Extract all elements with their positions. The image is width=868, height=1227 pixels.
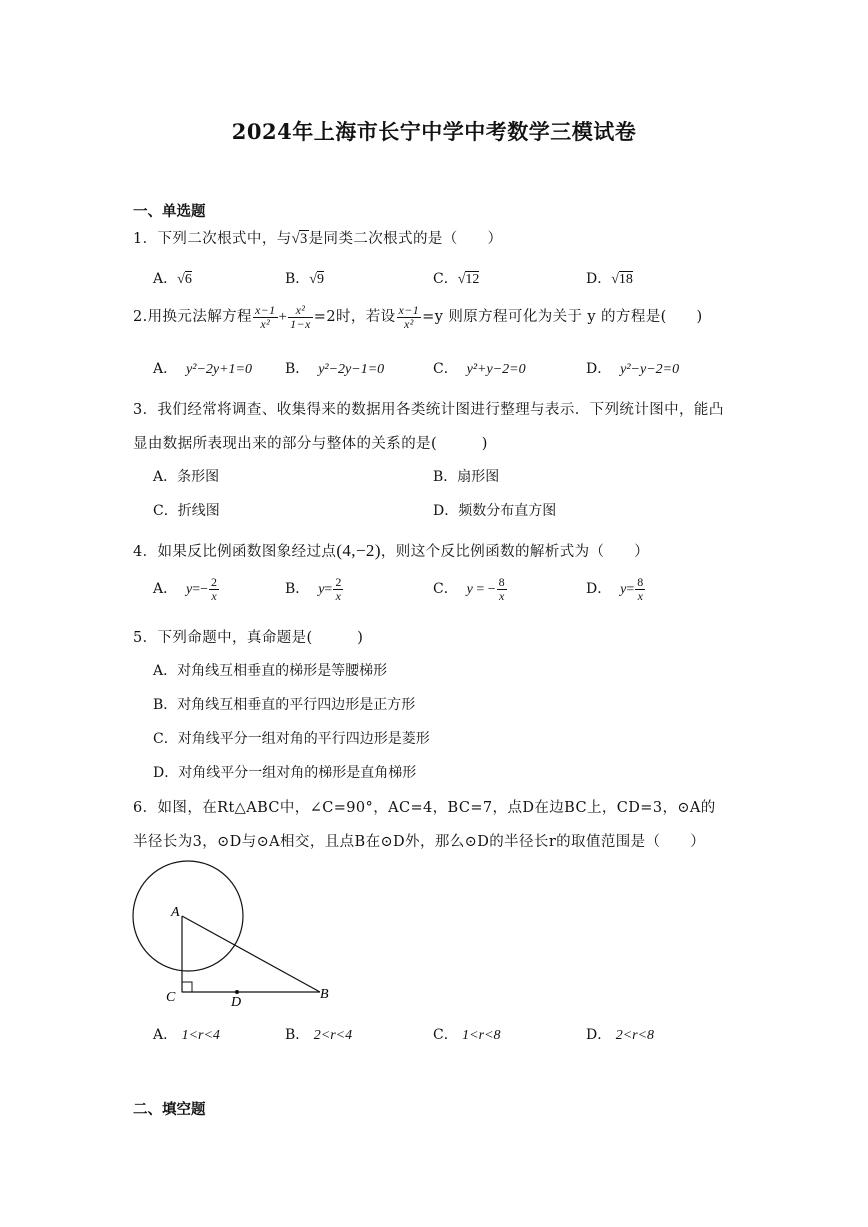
q2-option-d-value: y²−y−2=0 bbox=[620, 362, 680, 377]
right-angle-mark bbox=[182, 982, 192, 992]
q6-option-a-letter: A． bbox=[153, 1027, 178, 1043]
q6-option-d[interactable] bbox=[586, 1024, 654, 1044]
q1-option-b[interactable]: B．√9 bbox=[285, 271, 324, 287]
q4-option-d-letter: D． bbox=[586, 581, 612, 598]
q2-stem-part-b: =2时，若设 bbox=[313, 309, 396, 326]
section-heading-single-choice: 一、单选题 bbox=[133, 203, 206, 220]
q4-option-b-fraction bbox=[333, 576, 343, 602]
q2-option-c[interactable] bbox=[433, 358, 526, 378]
q6-option-b[interactable] bbox=[285, 1024, 352, 1044]
question-2-stem: 2.用换元法解方程 $\frac{x-1}{\text{x²}}$ + $\frac{\text{x²}}{1-x}$ =2时，若设 $\frac{x-1}{\text{x²}}$ =y 则原方程可化为关于 y 的方程是( ) bbox=[133, 303, 703, 331]
q1-option-b-letter: B． bbox=[285, 271, 310, 287]
q4-option-a-letter: A． bbox=[153, 581, 178, 598]
segment-ab bbox=[182, 916, 320, 992]
q4-option-b-num: 2 bbox=[335, 575, 342, 589]
label-d: D bbox=[231, 995, 242, 1008]
q1-stem-part-a: 1．下列二次根式中，与 bbox=[133, 231, 292, 247]
q6-option-a[interactable] bbox=[153, 1024, 220, 1044]
q2-fraction-3-den: x² bbox=[403, 316, 414, 331]
triangle-circle-figure bbox=[125, 858, 345, 1008]
q4-option-d-fraction bbox=[635, 576, 645, 602]
q1-option-a-letter: A． bbox=[153, 271, 178, 287]
label-a: A bbox=[171, 905, 180, 920]
circle-a bbox=[133, 861, 243, 971]
page-title: 2024年上海市长宁中学中考数学三模试卷 bbox=[231, 119, 637, 144]
q1-radicand: 3 bbox=[299, 231, 308, 247]
q4-option-c-num: 8 bbox=[498, 575, 505, 589]
q1-option-b-value: 9 bbox=[316, 272, 324, 287]
q4-option-a-num: 2 bbox=[211, 575, 218, 589]
q2-fraction-2-den: 1−x bbox=[290, 316, 311, 331]
q5-option-d[interactable]: D．对角线平分一组对角的梯形是直角梯形 bbox=[153, 765, 417, 781]
q4-option-c-letter: C． bbox=[433, 581, 458, 598]
q5-option-c[interactable]: C．对角线平分一组对角的平行四边形是菱形 bbox=[153, 731, 430, 747]
q3-option-a[interactable]: A．条形图 bbox=[153, 469, 220, 485]
q6-option-b-letter: B． bbox=[285, 1027, 310, 1043]
point-d bbox=[235, 990, 239, 994]
q2-option-b-value: y²−2y−1=0 bbox=[318, 362, 385, 377]
q2-fraction-2 bbox=[288, 304, 313, 330]
q4-option-a[interactable]: A． y=− $\frac{2}{x}$ bbox=[153, 575, 218, 603]
q2-option-c-letter: C． bbox=[433, 361, 458, 377]
q6-option-d-value: 2<r<8 bbox=[615, 1028, 655, 1043]
q4-option-c[interactable]: C． y = − $\frac{8}{x}$ bbox=[433, 575, 505, 603]
q2-stem-part-a: 2.用换元法解方程 bbox=[133, 309, 252, 326]
q4-point: (4,−2) bbox=[336, 541, 381, 560]
q6-option-d-letter: D． bbox=[586, 1027, 612, 1043]
q4-option-d-num: 8 bbox=[637, 575, 644, 589]
q4-stem-part-b: ，则这个反比例函数的解析式为（ ） bbox=[380, 544, 650, 560]
q1-option-c-value: 12 bbox=[465, 272, 480, 287]
q3-option-c[interactable]: C．折线图 bbox=[153, 503, 220, 519]
q6-option-c[interactable] bbox=[433, 1024, 501, 1044]
q2-option-a-value: y²−2y+1=0 bbox=[186, 362, 252, 377]
q1-stem-part-b: 是同类二次根式的是（ ） bbox=[308, 231, 503, 247]
q6-option-a-value: 1<r<4 bbox=[181, 1028, 220, 1043]
q1-option-c-letter: C． bbox=[433, 271, 458, 287]
q6-option-b-value: 2<r<4 bbox=[313, 1028, 353, 1043]
q2-option-a[interactable] bbox=[153, 358, 252, 378]
q1-option-a-value: 6 bbox=[184, 272, 192, 287]
q3-option-d[interactable]: D．频数分布直方图 bbox=[433, 503, 557, 519]
q5-option-a[interactable]: A．对角线互相垂直的梯形是等腰梯形 bbox=[153, 663, 388, 679]
q2-fraction-2-num: x² bbox=[288, 304, 313, 318]
q5-option-b[interactable]: B．对角线互相垂直的平行四边形是正方形 bbox=[153, 697, 416, 713]
q4-option-a-fraction bbox=[209, 576, 219, 602]
q2-fraction-3 bbox=[397, 304, 422, 330]
label-c: C bbox=[166, 990, 176, 1005]
q2-option-d[interactable] bbox=[586, 358, 679, 378]
q3-option-b[interactable]: B．扇形图 bbox=[433, 469, 500, 485]
q1-option-d[interactable]: D．√18 bbox=[586, 271, 633, 287]
section-heading-fill-in: 二、填空题 bbox=[133, 1101, 206, 1118]
q2-option-c-value: y²+y−2=0 bbox=[466, 362, 526, 377]
label-b: B bbox=[320, 987, 329, 1002]
q4-stem-part-a: 4．如果反比例函数图象经过点 bbox=[133, 544, 337, 560]
question-6-stem-line-2: 半径长为3，⊙D与⊙A相交，且点B在⊙D外，那么⊙D的半径长r的取值范围是（ ） bbox=[133, 834, 706, 850]
question-3-stem-line-2: 显由数据所表现出来的部分与整体的关系的是( ) bbox=[133, 436, 488, 452]
q2-option-b-letter: B． bbox=[285, 361, 310, 377]
question-4-stem bbox=[133, 540, 649, 561]
q4-option-a-den: x bbox=[211, 588, 217, 603]
q2-fraction-1 bbox=[253, 304, 278, 330]
q4-option-d[interactable]: D． y= $\frac{8}{x}$ bbox=[586, 575, 644, 603]
q2-fraction-3-num: x−1 bbox=[398, 303, 420, 317]
q2-option-b[interactable] bbox=[285, 358, 384, 378]
q4-option-c-den: x bbox=[498, 588, 505, 603]
question-3-stem-line-1: 3．我们经常将调查、收集得来的数据用各类统计图进行整理与表示．下列统计图中，能凸 bbox=[133, 402, 724, 418]
q4-option-d-den: x bbox=[637, 588, 643, 603]
q2-option-a-letter: A． bbox=[153, 361, 178, 377]
q2-option-d-letter: D． bbox=[586, 361, 612, 377]
q6-option-c-letter: C． bbox=[433, 1027, 458, 1043]
q2-fraction-1-den: x² bbox=[260, 316, 271, 331]
q1-option-d-letter: D． bbox=[586, 271, 612, 287]
q4-option-b[interactable]: B． y= $\frac{2}{x}$ bbox=[285, 575, 342, 603]
q1-option-a[interactable]: A．√6 bbox=[153, 271, 192, 287]
q2-stem-part-c: =y 则原方程可化为关于 y 的方程是( ) bbox=[422, 309, 703, 326]
question-5-stem: 5．下列命题中，真命题是( ) bbox=[133, 630, 364, 646]
question-1-stem bbox=[133, 227, 502, 248]
q4-option-c-fraction bbox=[497, 576, 507, 602]
q1-sqrt: √3 bbox=[291, 231, 308, 247]
q6-option-c-value: 1<r<8 bbox=[462, 1028, 501, 1043]
q2-fraction-1-num: x−1 bbox=[254, 303, 276, 317]
q1-option-d-value: 18 bbox=[618, 272, 633, 287]
q4-option-b-den: x bbox=[335, 588, 341, 603]
question-6-stem-line-1: 6．如图，在Rt△ABC中，∠C=90°，AC=4，BC=7，点D在边BC上，CD=3，⊙A的 bbox=[133, 800, 716, 816]
q4-option-b-letter: B． bbox=[285, 581, 310, 598]
q1-option-c[interactable]: C．√12 bbox=[433, 271, 480, 287]
